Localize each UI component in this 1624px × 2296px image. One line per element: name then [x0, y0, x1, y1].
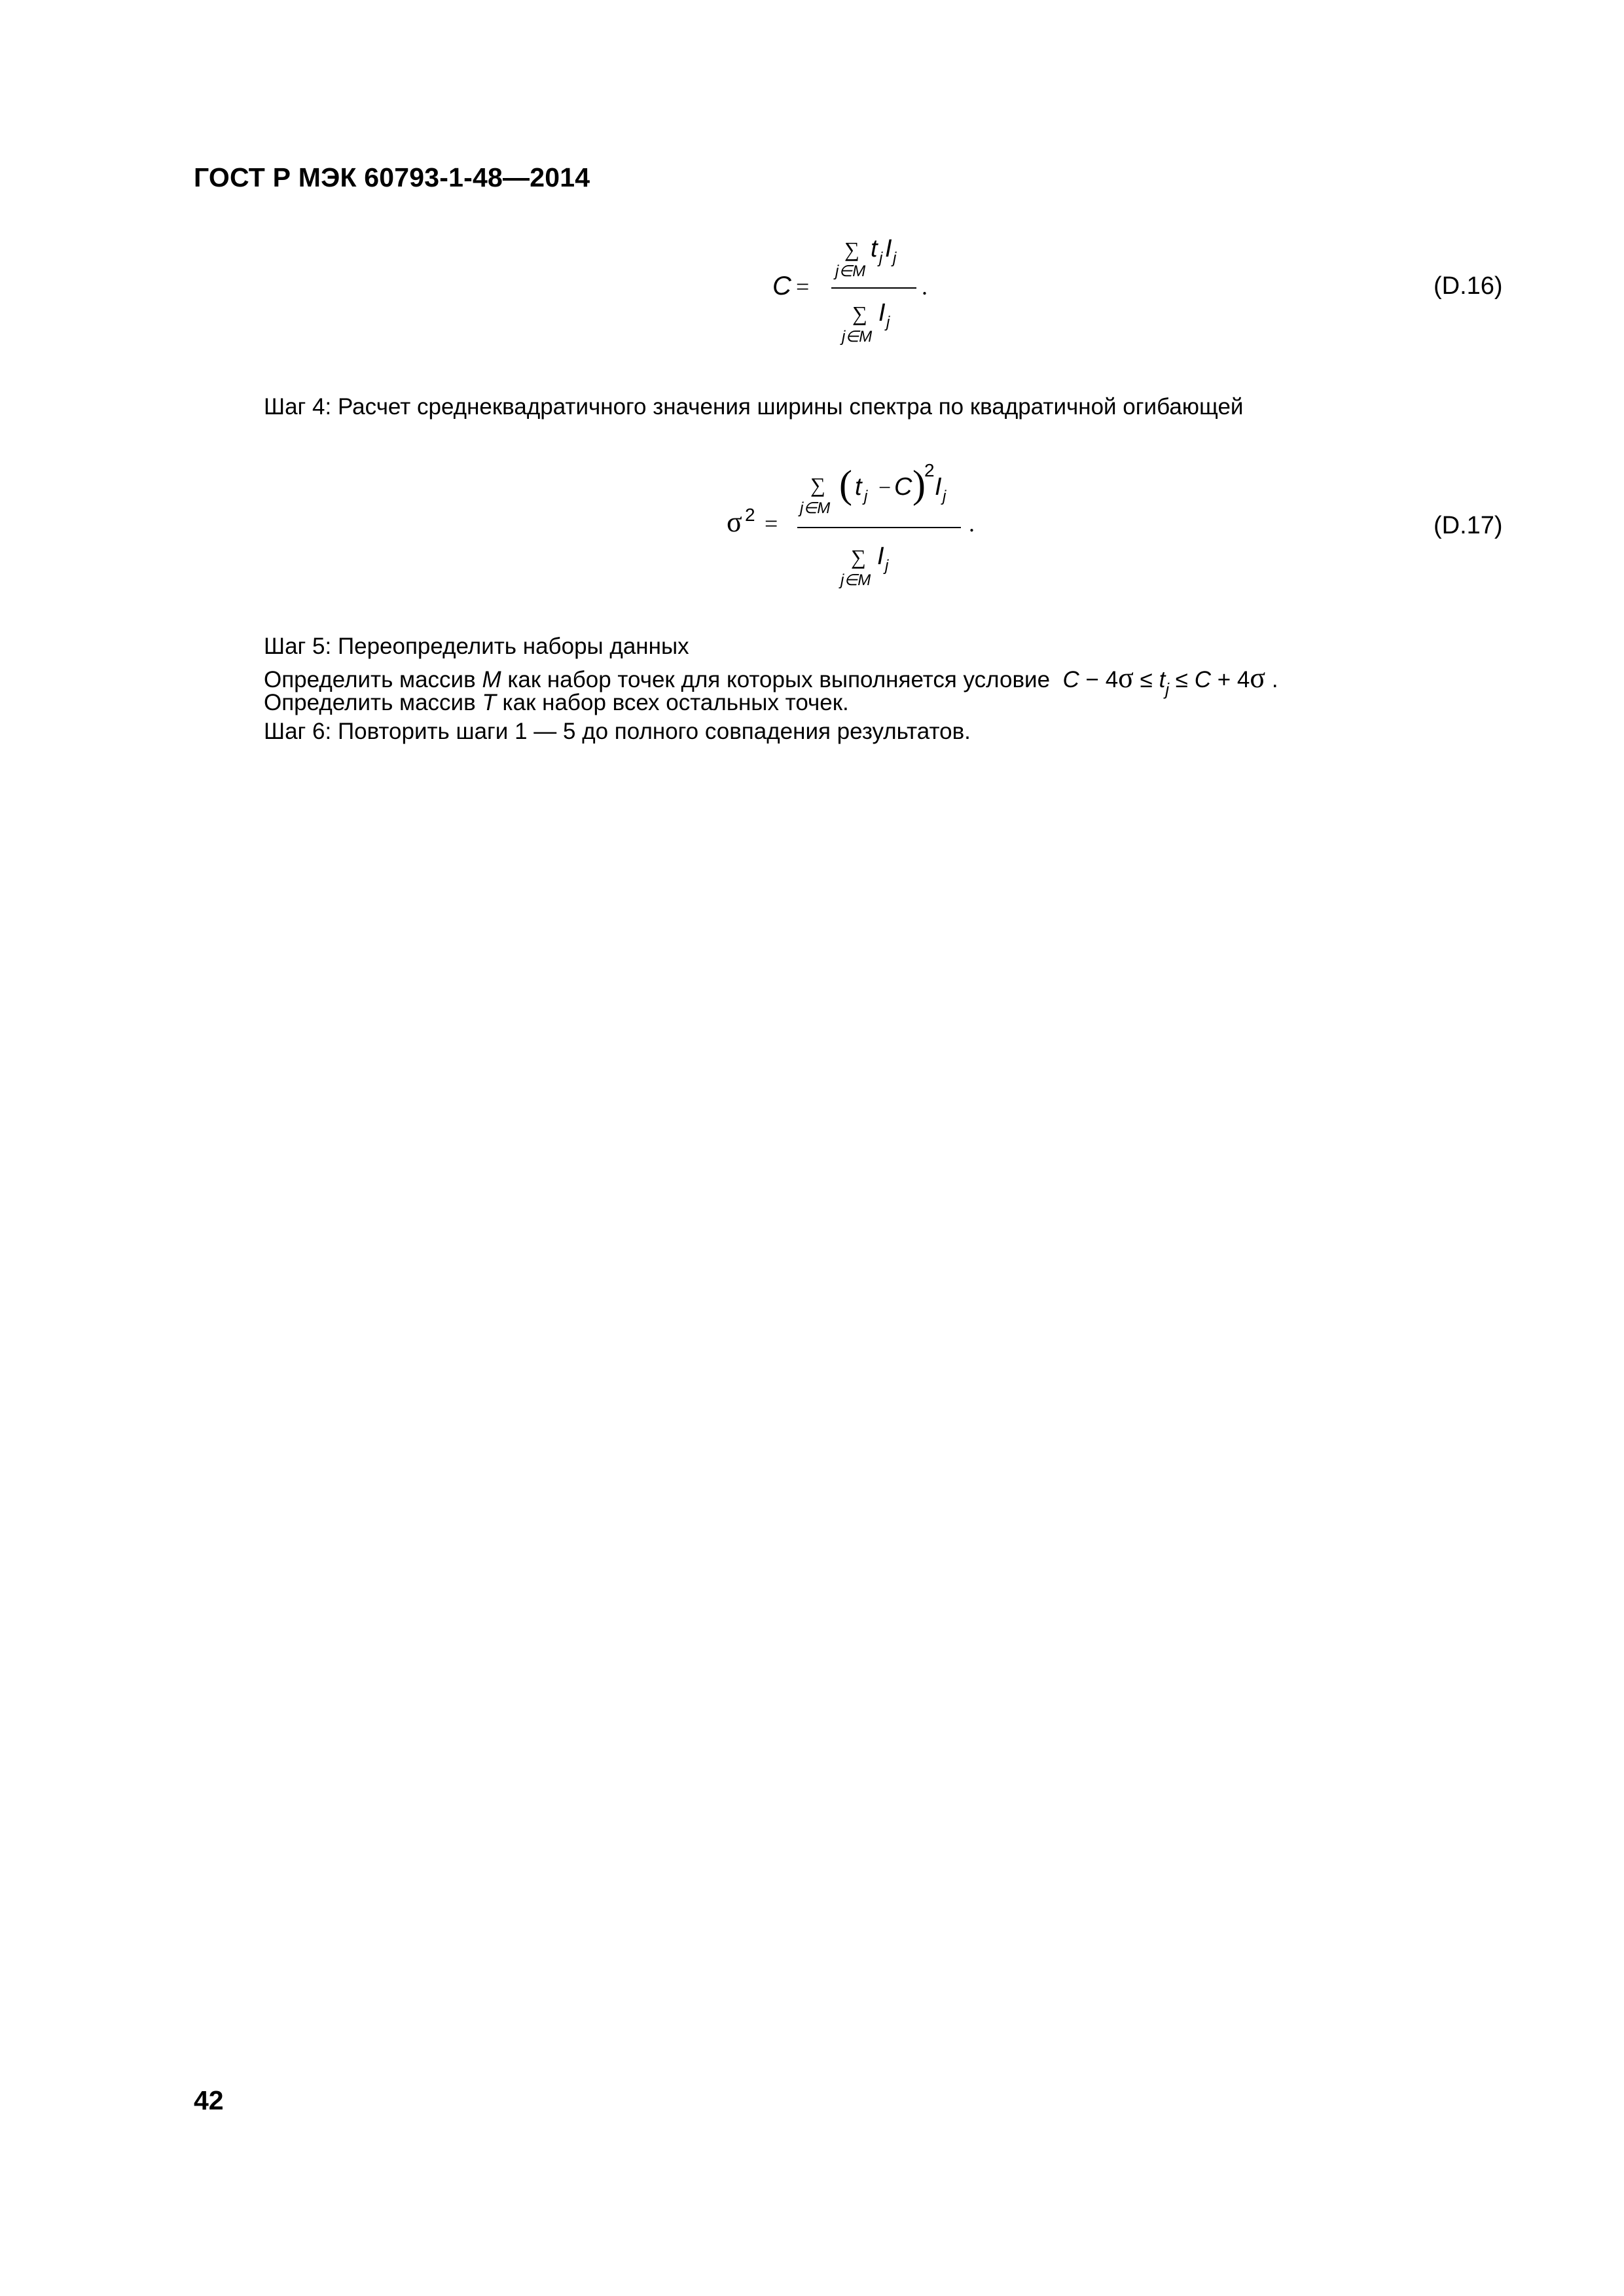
svg-text:I: I — [935, 473, 942, 501]
equation-number-d17: (D.17) — [1434, 512, 1503, 539]
svg-text:j∈M: j∈M — [842, 328, 873, 346]
variable-t: T — [482, 690, 496, 715]
formula-d17 — [727, 458, 988, 602]
svg-text:I: I — [878, 299, 886, 327]
svg-text:∑: ∑ — [844, 238, 859, 261]
svg-text:t: t — [871, 235, 878, 262]
svg-text:=: = — [765, 511, 778, 537]
svg-text:I: I — [885, 235, 892, 262]
svg-text:2: 2 — [924, 460, 935, 480]
svg-text:C: C — [894, 473, 912, 501]
step5-line2 — [264, 690, 849, 716]
svg-text:j∈M: j∈M — [800, 499, 831, 517]
svg-text:2: 2 — [745, 505, 755, 525]
svg-text:.: . — [922, 274, 928, 300]
step5-title: Шаг 5: Переопределить наборы данных — [264, 634, 689, 659]
svg-text:j∈M: j∈M — [840, 571, 871, 589]
svg-text:.: . — [969, 511, 975, 537]
inequality-formula: $C - 4\sigma \le t_j \le C + 4\sigma$ . — [1062, 662, 1278, 699]
svg-text:): ) — [912, 463, 926, 506]
svg-text:j: j — [885, 557, 889, 575]
svg-text:C: C — [772, 272, 791, 300]
step5-line2-suffix: как набор всех остальных точек. — [496, 690, 849, 715]
svg-text:j: j — [893, 249, 897, 267]
svg-text:j∈M: j∈M — [835, 262, 866, 280]
formula-d17-graphic — [727, 458, 988, 602]
step5-line2-prefix: Определить массив — [264, 690, 482, 715]
svg-text:I: I — [877, 543, 884, 570]
step6-text: Шаг 6: Повторить шаги 1 — 5 до полного совпадения результатов. — [264, 719, 971, 744]
svg-text:j: j — [886, 314, 890, 331]
formula-d16 — [772, 229, 943, 353]
svg-text:j: j — [943, 488, 947, 505]
svg-text:∑: ∑ — [852, 302, 867, 325]
equation-number-d16: (D.16) — [1434, 272, 1503, 300]
document-header: ГОСТ Р МЭК 60793-1-48—2014 — [194, 162, 590, 192]
svg-text:t: t — [855, 473, 862, 501]
step5-line1-mid: как набор точек для которых выполняется условие — [501, 667, 1051, 692]
svg-text:∑: ∑ — [810, 473, 825, 497]
step4-text: Шаг 4: Расчет среднеквадратичного значения ширины спектра по квадратичной огибающей — [264, 394, 1244, 420]
svg-text:j: j — [864, 488, 868, 505]
page-number: 42 — [194, 2085, 224, 2115]
step5-line1-prefix: Определить массив — [264, 667, 482, 692]
variable-m: M — [482, 667, 501, 692]
formula-d16-graphic — [772, 229, 943, 353]
svg-text:(: ( — [839, 463, 852, 506]
svg-text:σ: σ — [727, 506, 742, 538]
svg-text:=: = — [796, 274, 810, 300]
svg-text:∑: ∑ — [851, 545, 866, 569]
svg-text:−: − — [878, 476, 892, 500]
svg-text:j: j — [879, 249, 883, 267]
